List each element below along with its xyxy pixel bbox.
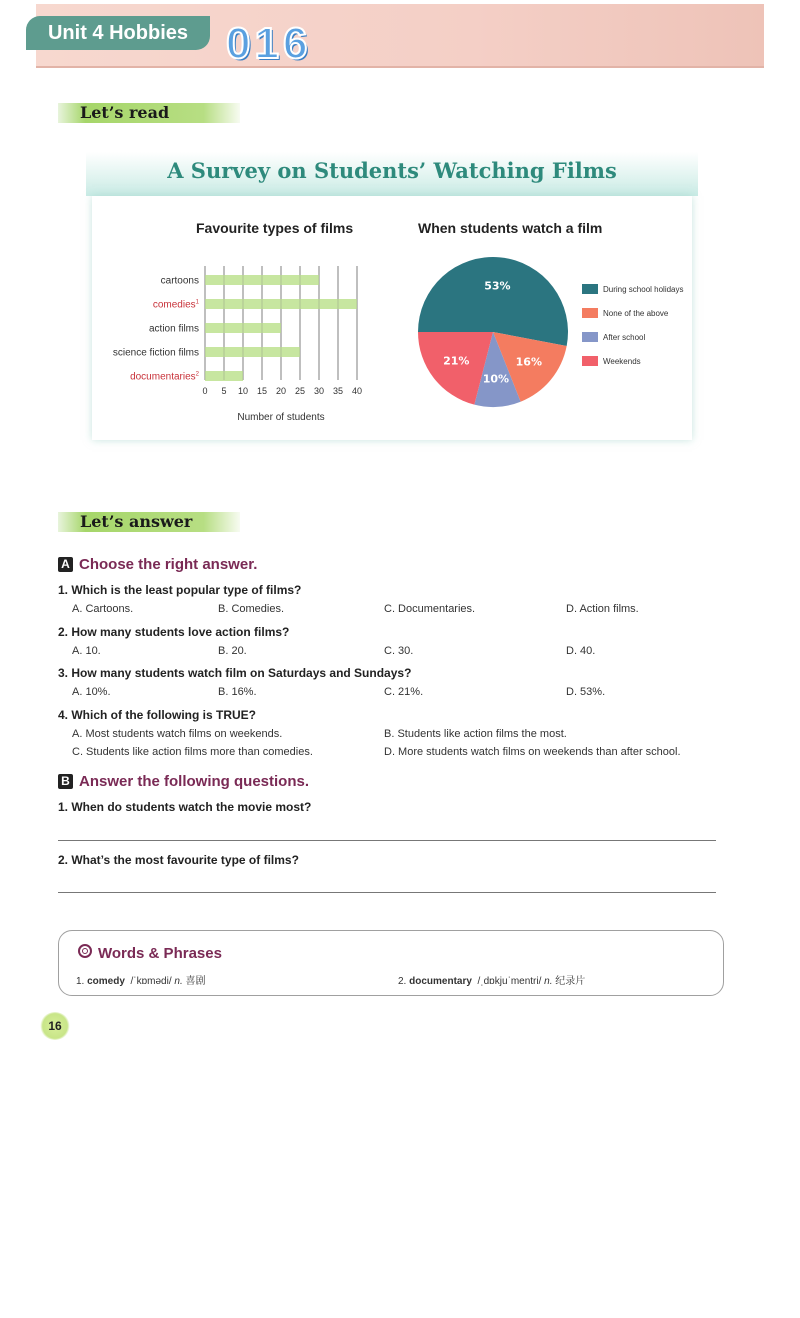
answer-line-b2[interactable] (58, 892, 716, 893)
pie-slice-label: 21% (443, 354, 470, 368)
question-b2: 2. What’s the most favourite type of films? (58, 853, 299, 867)
bar-x-tick-label: 35 (332, 386, 344, 396)
pie-slice-label: 16% (515, 355, 543, 369)
bar-x-tick-label: 20 (275, 386, 287, 396)
option-a1-d[interactable]: D. Action films. (566, 603, 639, 615)
option-a3-d[interactable]: D. 53%. (566, 686, 606, 698)
option-a1-c[interactable]: C. Documentaries. (384, 603, 476, 615)
question-a4: 4. Which of the following is TRUE? (58, 708, 256, 722)
question-a2: 2. How many students love action films? (58, 625, 290, 639)
bar-category-label: comedies$^1$ (152, 299, 199, 311)
bar-x-tick-label: 25 (294, 386, 306, 396)
bar-chart-title: Favourite types of films (196, 220, 354, 236)
word-entry-documentary: 2. documentary /ˌdɒkjuˈmentri/ n. 纪录片 (398, 976, 586, 987)
part-b-badge: B (58, 774, 73, 789)
bar-category-label: cartoons (160, 275, 199, 287)
bar-x-tick-label: 5 (221, 386, 227, 396)
part-a-title: Choose the right answer. (79, 556, 258, 573)
option-a4-b[interactable]: B. Students like action films the most. (384, 728, 567, 740)
pie-slice-label: 53% (484, 279, 511, 293)
answer-line-b1[interactable] (58, 840, 716, 841)
page-code: 016 (226, 19, 312, 68)
part-b-title: Answer the following questions. (79, 773, 310, 790)
bar-category-label: action films (148, 323, 199, 335)
option-a4-a[interactable]: A. Most students watch films on weekends. (72, 728, 283, 740)
bar-science-fiction-films (205, 347, 300, 357)
bar-x-tick-label: 10 (237, 386, 249, 396)
pie-slice-label: 10% (482, 372, 510, 386)
legend-swatch (582, 308, 598, 318)
page-number: 16 (40, 1012, 70, 1040)
bar-x-axis-label: Number of students (237, 412, 325, 423)
option-a2-d[interactable]: D. 40. (566, 645, 596, 657)
bar-category-label: science fiction films (112, 347, 199, 359)
question-a1: 1. Which is the least popular type of films? (58, 583, 302, 597)
legend-label: After school (603, 333, 646, 342)
bar-x-tick-label: 40 (351, 386, 363, 396)
option-a2-b[interactable]: B. 20. (218, 645, 247, 657)
bar-chart (92, 250, 392, 440)
bar-x-tick-label: 15 (256, 386, 268, 396)
unit-label: Unit 4 Hobbies (26, 16, 210, 50)
pie-chart (410, 250, 700, 415)
lets-answer-ribbon: Let’s answer (58, 512, 240, 532)
option-a1-b[interactable]: B. Comedies. (218, 603, 285, 615)
option-a4-c[interactable]: C. Students like action films more than comedies. (72, 746, 313, 758)
part-a-badge: A (58, 557, 73, 572)
question-b1: 1. When do students watch the movie most? (58, 800, 312, 814)
legend-label: During school holidays (603, 285, 684, 294)
legend-swatch (582, 356, 598, 366)
option-a1-a[interactable]: A. Cartoons. (72, 603, 134, 615)
words-heading (78, 944, 222, 962)
words-title: Words & Phrases (98, 945, 222, 962)
word-entry-comedy: 1. comedy /ˈkɒmədi/ n. 喜剧 (76, 976, 206, 987)
survey-title: A Survey on Students’ Watching Films (167, 158, 617, 183)
option-a3-c[interactable]: C. 21%. (384, 686, 424, 698)
legend-label: None of the above (603, 309, 669, 318)
bar-x-tick-label: 0 (202, 386, 208, 396)
option-a2-c[interactable]: C. 30. (384, 645, 414, 657)
legend-swatch (582, 284, 598, 294)
legend-label: Weekends (603, 357, 641, 366)
option-a3-a[interactable]: A. 10%. (72, 686, 111, 698)
option-a3-b[interactable]: B. 16%. (218, 686, 257, 698)
pie-chart-title: When students watch a film (418, 220, 603, 236)
option-a2-a[interactable]: A. 10. (72, 645, 101, 657)
bar-x-tick-label: 30 (313, 386, 325, 396)
part-a-heading (58, 556, 257, 573)
question-a3: 3. How many students watch film on Saturdays and Sundays? (58, 666, 412, 680)
double-circle-icon (78, 944, 92, 958)
lets-read-ribbon: Let’s read (58, 103, 240, 123)
legend-swatch (582, 332, 598, 342)
option-a4-d[interactable]: D. More students watch films on weekends than after school. (384, 746, 681, 758)
part-b-heading (58, 773, 309, 790)
bar-category-label: documentaries$^2$ (130, 371, 199, 383)
